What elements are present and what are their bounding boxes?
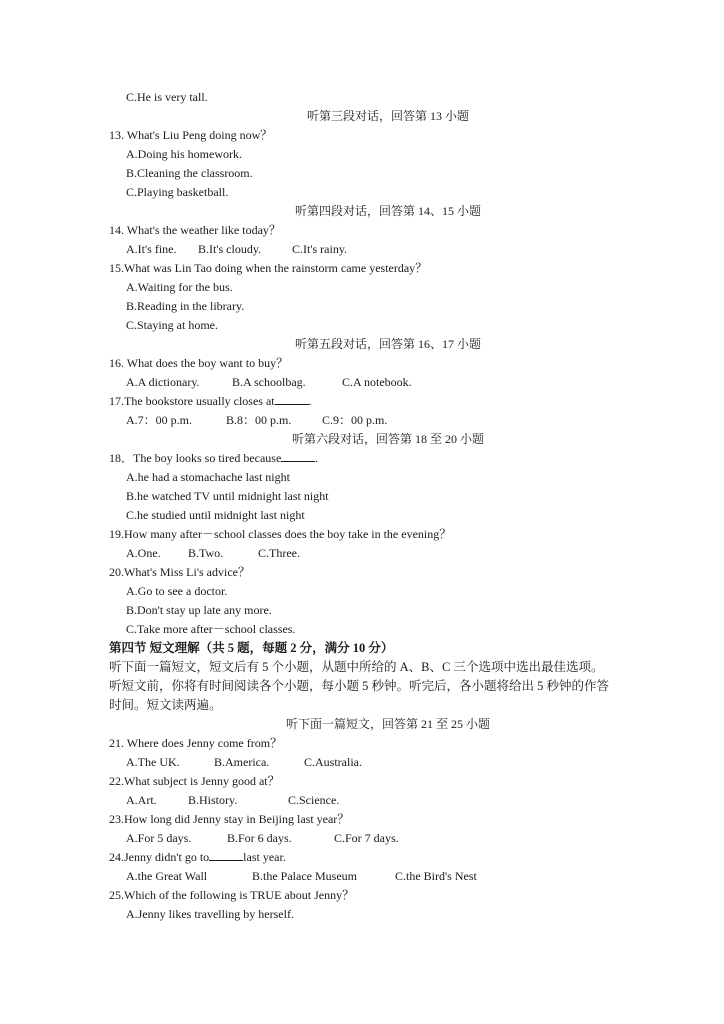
- q14-option-b: B.It's cloudy.: [198, 242, 262, 256]
- q19-options: [0, 544, 724, 563]
- q16-option-b: B.A schoolbag.: [232, 375, 306, 389]
- question-22: 22.What subject is Jenny good at？: [109, 774, 280, 788]
- q17-option-b: B.8：00 p.m.: [226, 413, 292, 427]
- q19-option-b: B.Two.: [188, 546, 224, 560]
- q22-options: [0, 791, 724, 810]
- q24-option-b: B.the Palace Museum: [252, 869, 357, 883]
- q23-options: [0, 829, 724, 848]
- q24-options: [0, 867, 724, 886]
- q18-option-b: B.he watched TV until midnight last night: [126, 489, 329, 503]
- question-24: 24.Jenny didn't go to last year.: [109, 850, 286, 864]
- q24-option-a: A.the Great Wall: [126, 869, 208, 883]
- q20-option-a: A.Go to see a doctor.: [126, 584, 228, 598]
- q19-option-a: A.One.: [126, 546, 161, 560]
- q21-options: [0, 753, 724, 772]
- question-21: 21. Where does Jenny come from？: [109, 736, 283, 750]
- section-instruction-line-3: 时间。短文读两遍。: [109, 698, 222, 712]
- q13-option-a: A.Doing his homework.: [126, 147, 242, 161]
- q23-option-a: A.For 5 days.: [126, 831, 192, 845]
- section-instruction-13: 听第三段对话，回答第 13 小题: [306, 109, 469, 123]
- q17-option-c: C.9：00 p.m.: [322, 413, 388, 427]
- q18-option-a: A.he had a stomachache last night: [126, 470, 290, 484]
- q15-option-c: C.Staying at home.: [126, 318, 218, 332]
- q13-option-b: B.Cleaning the classroom.: [126, 166, 253, 180]
- q15-option-a: A.Waiting for the bus.: [126, 280, 233, 294]
- q15-option-b: B.Reading in the library.: [126, 299, 245, 313]
- q19-option-c: C.Three.: [258, 546, 300, 560]
- q17-option-a: A.7：00 p.m.: [126, 413, 193, 427]
- q23-option-c: C.For 7 days.: [334, 831, 399, 845]
- q25-option-a: A.Jenny likes travelling by herself.: [126, 907, 294, 921]
- q13-option-c: C.Playing basketball.: [126, 185, 229, 199]
- answer-blank: [281, 449, 315, 462]
- q22-option-a: A.Art.: [126, 793, 157, 807]
- q16-option-a: A.A dictionary.: [126, 375, 200, 389]
- q22-option-c: C.Science.: [288, 793, 340, 807]
- question-17: 17.The bookstore usually closes at .: [109, 394, 312, 408]
- q16-option-c: C.A notebook.: [342, 375, 412, 389]
- question-18: 18．The boy looks so tired because .: [109, 451, 319, 465]
- question-13: 13. What's Liu Peng doing now？: [109, 128, 273, 142]
- section-instruction-21-25: 听下面一篇短文，回答第 21 至 25 小题: [285, 717, 490, 731]
- q20-option-b: B.Don't stay up late any more.: [126, 603, 272, 617]
- q17-options: [0, 411, 724, 430]
- answer-blank: [275, 392, 309, 405]
- q12-option-c: C.He is very tall.: [126, 90, 208, 104]
- question-19: 19.How many after－school classes does the boy take in the evening？: [109, 527, 452, 541]
- section-instruction-line-2: 听短文前，你将有时间阅读各个小题，每小题 5 秒钟。听完后，各小题将给出 5 秒钟的作答: [109, 679, 610, 693]
- section-instruction-line-1: 听下面一篇短文，短文后有 5 个小题，从题中所给的 A、B、C 三个选项中选出最佳选项。: [109, 660, 604, 674]
- q23-option-b: B.For 6 days.: [227, 831, 292, 845]
- q21-option-c: C.Australia.: [304, 755, 362, 769]
- q16-options: [0, 373, 724, 392]
- q14-option-c: C.It's rainy.: [292, 242, 348, 256]
- question-14: 14. What's the weather like today？: [109, 223, 281, 237]
- q22-option-b: B.History.: [188, 793, 238, 807]
- section-heading: 第四节 短文理解（共 5 题，每题 2 分，满分 10 分）: [109, 641, 394, 655]
- q20-option-c: C.Take more after－school classes.: [126, 622, 296, 636]
- section-instruction-18-20: 听第六段对话，回答第 18 至 20 小题: [291, 432, 484, 446]
- q21-option-b: B.America.: [214, 755, 270, 769]
- question-15: 15.What was Lin Tao doing when the rainstorm came yesterday？: [109, 261, 428, 275]
- question-25: 25.Which of the following is TRUE about Jenny？: [109, 888, 355, 902]
- section-instruction-14-15: 听第四段对话，回答第 14、15 小题: [294, 204, 481, 218]
- question-16: 16. What does the boy want to buy？: [109, 356, 289, 370]
- section-instruction-16-17: 听第五段对话，回答第 16、17 小题: [294, 337, 481, 351]
- q14-option-a: A.It's fine.: [126, 242, 177, 256]
- q24-option-c: C.the Bird's Nest: [395, 869, 477, 883]
- q21-option-a: A.The UK.: [126, 755, 180, 769]
- question-23: 23.How long did Jenny stay in Beijing last year？: [109, 812, 350, 826]
- q14-options: [0, 240, 724, 259]
- answer-blank: [209, 848, 243, 861]
- q18-option-c: C.he studied until midnight last night: [126, 508, 305, 522]
- question-20: 20.What's Miss Li's advice？: [109, 565, 250, 579]
